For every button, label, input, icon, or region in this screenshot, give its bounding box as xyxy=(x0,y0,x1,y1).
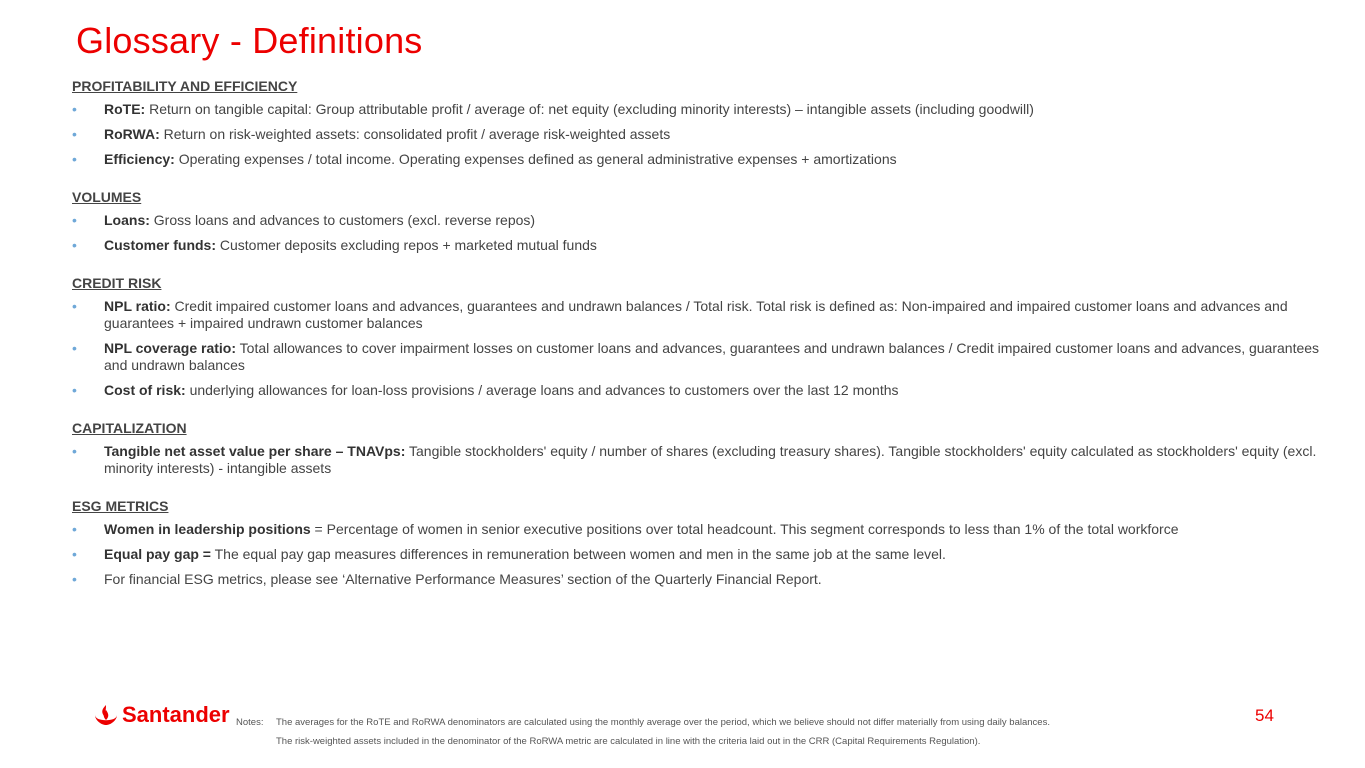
bullet-icon: • xyxy=(72,212,77,228)
term: Tangible net asset value per share – TNAVps: xyxy=(104,443,406,459)
notes-label: Notes: xyxy=(236,717,264,728)
list-item xyxy=(72,101,1322,118)
definition: Total allowances to cover impairment losses on customer loans and advances, guarantees and undrawn balances / Credit impaired customer loans and advances, guarantees and undrawn balances xyxy=(104,340,1320,373)
term: Loans: xyxy=(104,212,150,228)
bullet-icon: • xyxy=(72,298,77,314)
term: Equal pay gap = xyxy=(104,546,211,562)
section-heading: ESG METRICS xyxy=(72,498,169,514)
definition: = Percentage of women in senior executive positions over total headcount. This segment corresponds to less than 1% of the total workforce xyxy=(310,521,1179,537)
list-item xyxy=(72,340,1322,374)
list-item xyxy=(72,126,1322,143)
term: RoTE: xyxy=(104,101,146,117)
term: Cost of risk: xyxy=(104,382,186,398)
section-esg-metrics xyxy=(72,497,1322,588)
definition: Gross loans and advances to customers (excl. reverse repos) xyxy=(149,212,536,228)
section-profitability xyxy=(72,77,1322,168)
bullet-icon: • xyxy=(72,340,77,356)
section-capitalization xyxy=(72,419,1322,477)
bullet-icon: • xyxy=(72,546,77,562)
bullet-icon: • xyxy=(72,101,77,117)
santander-logo xyxy=(93,702,230,728)
bullet-icon: • xyxy=(72,237,77,253)
definition: Credit impaired customer loans and advances, guarantees and undrawn balances / Total risk. Total risk is defined as: Non-impaired and impaired customer loans and advances and guarantees + impaired undrawn customer balances xyxy=(104,298,1288,331)
flame-icon xyxy=(93,704,119,726)
definition: Operating expenses / total income. Operating expenses defined as general administrative expenses + amortizations xyxy=(174,151,897,167)
list-item xyxy=(72,546,1322,563)
definition: Return on tangible capital: Group attributable profit / average of: net equity (excluding minority interests) – intangible assets (including goodwill) xyxy=(145,101,1034,117)
definition: Tangible stockholders' equity / number of shares (excluding treasury shares). Tangible stockholders' equity calculated as stockholders' equity (excl. minority interests) - intangible assets xyxy=(104,443,1317,476)
term: Efficiency: xyxy=(104,151,175,167)
term: RoRWA: xyxy=(104,126,160,142)
list-item xyxy=(72,237,1322,254)
definition: Return on risk-weighted assets: consolidated profit / average risk-weighted assets xyxy=(159,126,671,142)
term: Women in leadership positions xyxy=(104,521,311,537)
term: NPL ratio: xyxy=(104,298,171,314)
list-item xyxy=(72,382,1322,399)
note-line: The averages for the RoTE and RoRWA denominators are calculated using the monthly average over the period, which we believe should not differ materially from using daily balances. xyxy=(276,717,1050,728)
definition: The equal pay gap measures differences in remuneration between women and men in the same job at the same level. xyxy=(210,546,946,562)
section-volumes xyxy=(72,188,1322,254)
footnotes xyxy=(236,713,1050,751)
definition: underlying allowances for loan-loss provisions / average loans and advances to customers over the last 12 months xyxy=(185,382,899,398)
definition: Customer deposits excluding repos + marketed mutual funds xyxy=(216,237,597,253)
list-item xyxy=(72,151,1322,168)
list-item xyxy=(72,298,1322,332)
term: Customer funds: xyxy=(104,237,216,253)
section-heading: CAPITALIZATION xyxy=(72,420,187,436)
list-item xyxy=(72,571,1322,588)
glossary-content xyxy=(72,77,1322,608)
section-heading: PROFITABILITY AND EFFICIENCY xyxy=(72,78,298,94)
note-line: The risk-weighted assets included in the denominator of the RoRWA metric are calculated in line with the criteria laid out in the CRR (Capital Requirements Regulation). xyxy=(276,736,981,747)
bullet-icon: • xyxy=(72,126,77,142)
section-heading: VOLUMES xyxy=(72,189,142,205)
list-item xyxy=(72,212,1322,229)
brand-name: Santander xyxy=(122,702,230,727)
section-credit-risk xyxy=(72,274,1322,399)
page-number: 54 xyxy=(1255,706,1274,725)
list-item xyxy=(72,443,1322,477)
bullet-icon: • xyxy=(72,382,77,398)
page-title: Glossary - Definitions xyxy=(76,20,423,61)
section-heading: CREDIT RISK xyxy=(72,275,162,291)
bullet-icon: • xyxy=(72,521,77,537)
term: NPL coverage ratio: xyxy=(104,340,237,356)
definition: For financial ESG metrics, please see ‘Alternative Performance Measures’ section of the Quarterly Financial Report. xyxy=(104,571,822,587)
list-item xyxy=(72,521,1322,538)
bullet-icon: • xyxy=(72,571,77,587)
bullet-icon: • xyxy=(72,443,77,459)
bullet-icon: • xyxy=(72,151,77,167)
